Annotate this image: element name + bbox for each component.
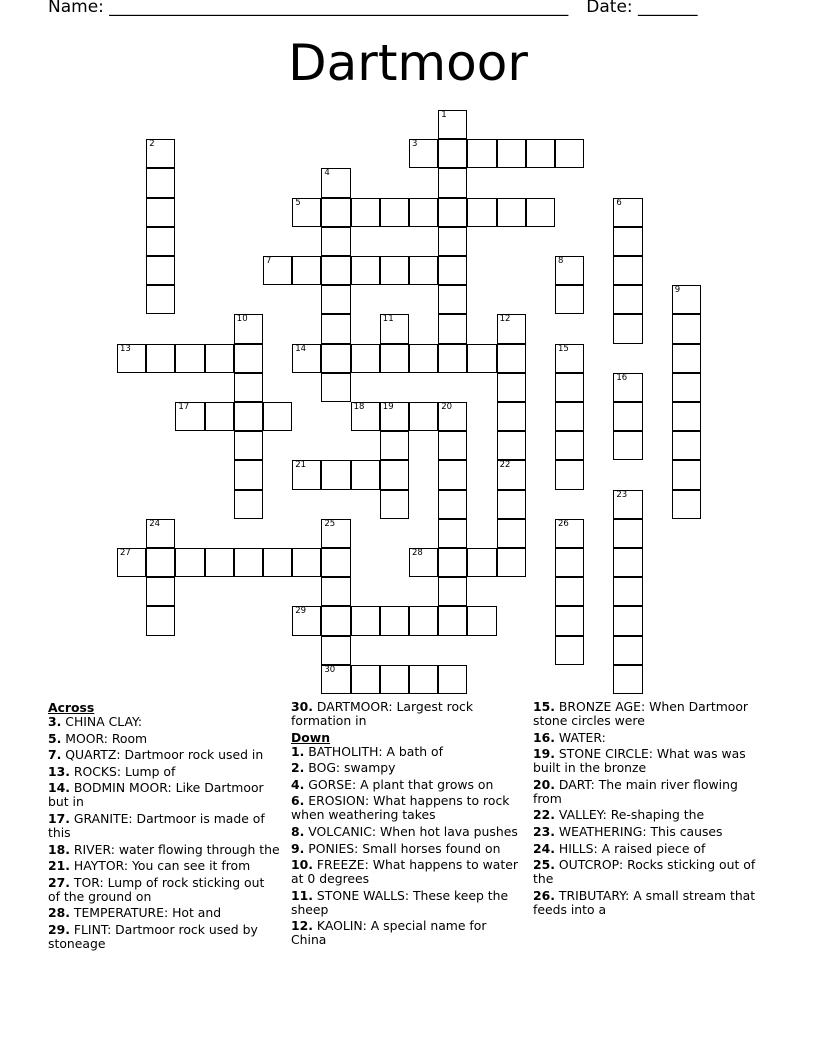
clue-item	[291, 700, 523, 728]
grid-cell[interactable]	[321, 198, 350, 227]
clue-number-label: 9.	[291, 840, 305, 856]
grid-cell[interactable]	[234, 402, 263, 431]
grid-cell[interactable]	[175, 402, 204, 431]
clue-number-label: 30.	[291, 699, 313, 714]
clue-text: ROCKS: Lump of	[73, 763, 176, 779]
grid-cell[interactable]	[672, 373, 701, 402]
grid-cell[interactable]	[351, 665, 380, 694]
clue-item	[48, 906, 280, 920]
grid-cell[interactable]	[263, 256, 292, 285]
grid-cell[interactable]	[351, 606, 380, 635]
clue-number-label: 8.	[291, 823, 305, 839]
grid-cell[interactable]	[351, 344, 380, 373]
grid-cell[interactable]	[146, 256, 175, 285]
clue-number: 22	[499, 460, 511, 471]
clue-number-label: 4.	[291, 776, 305, 792]
clue-item	[533, 842, 765, 856]
clue-item	[48, 765, 280, 779]
clue-number: 25	[324, 518, 336, 529]
clue-text: WEATHERING: This causes	[558, 823, 723, 839]
grid-cell[interactable]	[146, 168, 175, 197]
date-field: Date: _______	[586, 0, 698, 17]
clue-number-label: 3.	[48, 714, 62, 729]
grid-cell[interactable]	[205, 344, 234, 373]
grid-cell[interactable]	[321, 548, 350, 577]
grid-cell[interactable]	[380, 431, 409, 460]
name-field: Name: ______________________________________________________	[48, 0, 569, 17]
grid-cell[interactable]	[555, 460, 584, 489]
clue-item	[291, 778, 523, 792]
grid-cell[interactable]	[292, 460, 321, 489]
grid-cell[interactable]	[497, 344, 526, 373]
grid-cell[interactable]	[497, 314, 526, 343]
grid-cell[interactable]	[234, 460, 263, 489]
grid-cell[interactable]	[146, 285, 175, 314]
grid-cell[interactable]	[467, 198, 496, 227]
grid-cell[interactable]	[175, 548, 204, 577]
clue-item	[533, 747, 765, 775]
clue-number: 11	[382, 314, 394, 325]
clue-item	[48, 812, 280, 840]
grid-cell[interactable]	[467, 344, 496, 373]
grid-cell[interactable]	[555, 256, 584, 285]
clue-number-label: 7.	[48, 747, 62, 763]
grid-cell[interactable]	[409, 665, 438, 694]
grid-cell[interactable]	[438, 431, 467, 460]
grid-cell[interactable]	[438, 110, 467, 139]
grid-cell[interactable]	[438, 285, 467, 314]
clue-item	[291, 858, 523, 886]
clue-item	[291, 825, 523, 839]
grid-cell[interactable]	[409, 256, 438, 285]
grid-cell[interactable]	[672, 402, 701, 431]
clue-item	[533, 808, 765, 822]
grid-cell[interactable]	[146, 198, 175, 227]
grid-cell[interactable]	[613, 519, 642, 548]
grid-cell[interactable]	[234, 548, 263, 577]
grid-cell[interactable]	[555, 636, 584, 665]
clue-number: 28	[412, 548, 423, 558]
clue-text: DART: The main river flowing from	[533, 776, 738, 806]
clue-item	[48, 843, 280, 857]
clue-item	[48, 781, 280, 809]
clue-number-label: 20.	[533, 776, 555, 792]
grid-cell[interactable]	[321, 577, 350, 606]
clue-text: TOR: Lump of rock sticking out of the ground on	[48, 874, 265, 904]
clue-text: GORSE: A plant that grows on	[308, 776, 494, 792]
grid-cell[interactable]	[321, 285, 350, 314]
grid-cell[interactable]	[321, 373, 350, 402]
clue-number: 7	[266, 256, 272, 266]
grid-cell[interactable]	[438, 344, 467, 373]
clue-number-label: 21.	[48, 858, 70, 874]
grid-cell[interactable]	[555, 139, 584, 168]
grid-cell[interactable]	[497, 139, 526, 168]
grid-cell[interactable]	[380, 460, 409, 489]
clue-text: KAOLIN: A special name for China	[291, 918, 487, 948]
clue-number: 5	[295, 197, 301, 208]
grid-cell[interactable]	[146, 519, 175, 548]
grid-cell[interactable]	[146, 139, 175, 168]
clue-number: 2	[149, 139, 155, 150]
grid-cell[interactable]	[497, 519, 526, 548]
grid-cell[interactable]	[555, 606, 584, 635]
grid-cell[interactable]	[351, 256, 380, 285]
grid-cell[interactable]	[380, 198, 409, 227]
grid-cell[interactable]	[555, 431, 584, 460]
clue-text: GRANITE: Dartmoor is made of this	[48, 810, 265, 840]
grid-cell[interactable]	[321, 665, 350, 694]
clue-number-label: 15.	[533, 699, 555, 714]
clue-item	[291, 794, 523, 822]
grid-cell[interactable]	[555, 577, 584, 606]
clue-number-label: 23.	[533, 823, 555, 839]
grid-cell[interactable]	[613, 256, 642, 285]
clue-number: 12	[499, 314, 511, 325]
grid-cell[interactable]	[263, 548, 292, 577]
clue-section-heading: Across	[48, 700, 95, 715]
grid-cell[interactable]	[672, 490, 701, 519]
clue-text: STONE WALLS: These keep the sheep	[291, 887, 509, 917]
clue-number: 15	[558, 343, 569, 354]
clue-number: 4	[324, 168, 330, 179]
grid-cell[interactable]	[438, 577, 467, 606]
grid-cell[interactable]	[380, 256, 409, 285]
clue-text: RIVER: water flowing through the	[73, 841, 280, 857]
grid-cell[interactable]	[497, 198, 526, 227]
clue-number: 17	[178, 402, 190, 412]
clue-column-2	[291, 700, 523, 950]
clue-number-label: 10.	[291, 857, 313, 873]
grid-cell[interactable]	[380, 665, 409, 694]
grid-cell[interactable]	[497, 490, 526, 519]
grid-cell[interactable]	[672, 344, 701, 373]
grid-cell[interactable]	[351, 460, 380, 489]
grid-cell[interactable]	[497, 548, 526, 577]
grid-cell[interactable]	[672, 285, 701, 314]
clue-number-label: 5.	[48, 730, 62, 746]
grid-cell[interactable]	[292, 344, 321, 373]
grid-cell[interactable]	[555, 402, 584, 431]
grid-cell[interactable]	[409, 606, 438, 635]
clue-text: QUARTZ: Dartmoor rock used in	[65, 747, 264, 763]
grid-cell[interactable]	[526, 198, 555, 227]
grid-cell[interactable]	[380, 490, 409, 519]
clue-item	[48, 715, 280, 729]
clue-number-label: 11.	[291, 887, 313, 903]
grid-cell[interactable]	[321, 519, 350, 548]
clue-number: 14	[295, 343, 307, 354]
clue-item	[533, 889, 765, 917]
clue-number-label: 18.	[48, 841, 70, 857]
clue-number-label: 6.	[291, 793, 305, 809]
clue-number: 27	[120, 548, 131, 558]
clue-number: 18	[353, 402, 365, 412]
clue-number: 6	[616, 197, 622, 208]
clue-number-label: 16.	[533, 729, 555, 745]
grid-cell[interactable]	[613, 431, 642, 460]
grid-cell[interactable]	[380, 402, 409, 431]
grid-cell[interactable]	[380, 344, 409, 373]
grid-cell[interactable]	[613, 198, 642, 227]
clue-item	[533, 858, 765, 886]
grid-cell[interactable]	[497, 373, 526, 402]
grid-cell[interactable]	[409, 402, 438, 431]
grid-cell[interactable]	[117, 344, 146, 373]
grid-cell[interactable]	[292, 606, 321, 635]
clue-item	[48, 876, 280, 904]
grid-cell[interactable]	[467, 548, 496, 577]
clue-text: VOLCANIC: When hot lava pushes	[308, 823, 518, 839]
grid-cell[interactable]	[234, 431, 263, 460]
clue-item	[291, 761, 523, 775]
grid-cell[interactable]	[409, 139, 438, 168]
clue-item	[533, 778, 765, 806]
clue-section-heading: Down	[291, 729, 331, 745]
clue-item	[533, 700, 765, 728]
grid-cell[interactable]	[438, 402, 467, 431]
clue-item	[48, 748, 280, 762]
grid-cell[interactable]	[438, 606, 467, 635]
grid-cell[interactable]	[234, 373, 263, 402]
clue-item	[291, 745, 523, 759]
clue-text: HAYTOR: You can see it from	[73, 858, 251, 874]
clue-number-label: 17.	[48, 810, 70, 826]
grid-cell[interactable]	[263, 402, 292, 431]
clue-text: BRONZE AGE: When Dartmoor stone circles were	[533, 699, 749, 728]
grid-cell[interactable]	[526, 139, 555, 168]
grid-cell[interactable]	[613, 490, 642, 519]
grid-cell[interactable]	[351, 198, 380, 227]
grid-cell[interactable]	[613, 636, 642, 665]
clue-item	[533, 731, 765, 745]
clue-text: PONIES: Small horses found on	[308, 840, 501, 856]
grid-cell[interactable]	[292, 256, 321, 285]
grid-cell[interactable]	[438, 139, 467, 168]
grid-cell[interactable]	[438, 490, 467, 519]
clue-text: VALLEY: Re-shaping the	[558, 807, 705, 823]
grid-cell[interactable]	[613, 606, 642, 635]
grid-cell[interactable]	[438, 168, 467, 197]
clue-item	[291, 889, 523, 917]
clue-number: 21	[295, 460, 307, 471]
grid-cell[interactable]	[672, 314, 701, 343]
grid-cell[interactable]	[234, 344, 263, 373]
grid-cell[interactable]	[292, 198, 321, 227]
clue-number-label: 24.	[533, 840, 555, 856]
clue-number: 13	[120, 343, 131, 354]
clue-number: 10	[236, 314, 248, 325]
grid-cell[interactable]	[117, 548, 146, 577]
grid-cell[interactable]	[555, 344, 584, 373]
grid-cell[interactable]	[205, 548, 234, 577]
grid-cell[interactable]	[380, 606, 409, 635]
grid-cell[interactable]	[321, 168, 350, 197]
clue-text: BATHOLITH: A bath of	[308, 743, 443, 759]
grid-cell[interactable]	[497, 460, 526, 489]
clue-number-label: 22.	[533, 807, 555, 823]
clue-item	[291, 842, 523, 856]
grid-cell[interactable]	[467, 606, 496, 635]
grid-cell[interactable]	[409, 344, 438, 373]
clue-text: OUTCROP: Rocks sticking out of the	[533, 857, 756, 887]
grid-cell[interactable]	[613, 227, 642, 256]
grid-cell[interactable]	[321, 314, 350, 343]
grid-cell[interactable]	[321, 636, 350, 665]
clue-text: BOG: swampy	[308, 760, 396, 776]
clue-number-label: 13.	[48, 763, 70, 779]
grid-cell[interactable]	[497, 402, 526, 431]
clue-text: STONE CIRCLE: What was was built in the bronze	[533, 746, 746, 776]
grid-cell[interactable]	[321, 227, 350, 256]
clue-number: 30	[324, 664, 336, 675]
clue-number: 20	[441, 402, 453, 412]
clue-text: MOOR: Room	[65, 730, 148, 746]
grid-cell[interactable]	[351, 402, 380, 431]
clue-text: BODMIN MOOR: Like Dartmoor but in	[48, 780, 264, 810]
clue-number: 19	[382, 402, 394, 412]
clue-item	[291, 919, 523, 947]
clue-text: HILLS: A raised piece of	[558, 840, 706, 856]
clue-number-label: 14.	[48, 780, 70, 796]
grid-cell[interactable]	[438, 198, 467, 227]
clue-number: 16	[616, 372, 628, 383]
grid-cell[interactable]	[321, 344, 350, 373]
grid-cell[interactable]	[234, 490, 263, 519]
grid-cell[interactable]	[438, 314, 467, 343]
clue-number: 29	[295, 606, 307, 617]
clue-number-label: 12.	[291, 918, 313, 934]
grid-cell[interactable]	[555, 285, 584, 314]
clue-number: 26	[558, 518, 569, 529]
grid-cell[interactable]	[146, 577, 175, 606]
grid-cell[interactable]	[438, 548, 467, 577]
grid-cell[interactable]	[175, 344, 204, 373]
clue-number-label: 2.	[291, 760, 305, 776]
grid-cell[interactable]	[438, 256, 467, 285]
clue-text: CHINA CLAY:	[65, 714, 143, 729]
grid-cell[interactable]	[672, 460, 701, 489]
clue-item	[48, 732, 280, 746]
grid-cell[interactable]	[438, 665, 467, 694]
clue-text: DARTMOOR: Largest rock formation in	[291, 699, 474, 728]
clue-number-label: 25.	[533, 857, 555, 873]
clue-item	[533, 825, 765, 839]
grid-cell[interactable]	[321, 606, 350, 635]
clue-text: FREEZE: What happens to water at 0 degrees	[291, 857, 518, 887]
grid-cell[interactable]	[613, 314, 642, 343]
grid-cell[interactable]	[146, 548, 175, 577]
grid-cell[interactable]	[438, 227, 467, 256]
clue-text: FLINT: Dartmoor rock used by stoneage	[48, 921, 258, 951]
grid-cell[interactable]	[292, 548, 321, 577]
clue-item	[48, 923, 280, 951]
clue-text: TEMPERATURE: Hot and	[73, 905, 222, 921]
grid-cell[interactable]	[467, 139, 496, 168]
clue-number: 9	[674, 285, 681, 296]
grid-cell[interactable]	[146, 606, 175, 635]
grid-cell[interactable]	[613, 285, 642, 314]
clue-column-1	[48, 700, 280, 954]
clue-text: WATER:	[558, 729, 606, 745]
clue-text: EROSION: What happens to rock when weathering takes	[291, 793, 510, 823]
clue-number-label: 28.	[48, 905, 70, 921]
grid-cell[interactable]	[321, 460, 350, 489]
clue-number: 1	[441, 110, 447, 120]
grid-cell[interactable]	[555, 548, 584, 577]
clue-number-label: 29.	[48, 921, 70, 937]
grid-cell[interactable]	[234, 314, 263, 343]
clue-item	[48, 859, 280, 873]
grid-cell[interactable]	[146, 227, 175, 256]
grid-cell[interactable]	[497, 431, 526, 460]
grid-cell[interactable]	[613, 402, 642, 431]
clue-number-label: 27.	[48, 874, 70, 890]
grid-cell[interactable]	[380, 314, 409, 343]
grid-cell[interactable]	[555, 373, 584, 402]
grid-cell[interactable]	[438, 460, 467, 489]
grid-cell[interactable]	[672, 431, 701, 460]
grid-cell[interactable]	[321, 256, 350, 285]
grid-cell[interactable]	[409, 198, 438, 227]
clue-number-label: 1.	[291, 743, 305, 759]
grid-cell[interactable]	[205, 402, 234, 431]
clue-number: 24	[149, 518, 161, 529]
grid-cell[interactable]	[613, 577, 642, 606]
grid-cell[interactable]	[555, 519, 584, 548]
grid-cell[interactable]	[409, 548, 438, 577]
grid-cell[interactable]	[438, 519, 467, 548]
clue-number: 3	[412, 139, 418, 150]
clue-number-label: 19.	[533, 746, 555, 762]
grid-cell[interactable]	[146, 344, 175, 373]
grid-cell[interactable]	[613, 548, 642, 577]
clue-column-3	[533, 700, 765, 919]
grid-cell[interactable]	[613, 373, 642, 402]
grid-cell[interactable]	[613, 665, 642, 694]
clue-number-label: 26.	[533, 887, 555, 903]
clue-text: TRIBUTARY: A small stream that feeds into a	[533, 887, 756, 917]
page-title: Dartmoor	[288, 34, 528, 92]
clue-number: 23	[616, 489, 628, 500]
clue-number: 8	[558, 256, 564, 266]
